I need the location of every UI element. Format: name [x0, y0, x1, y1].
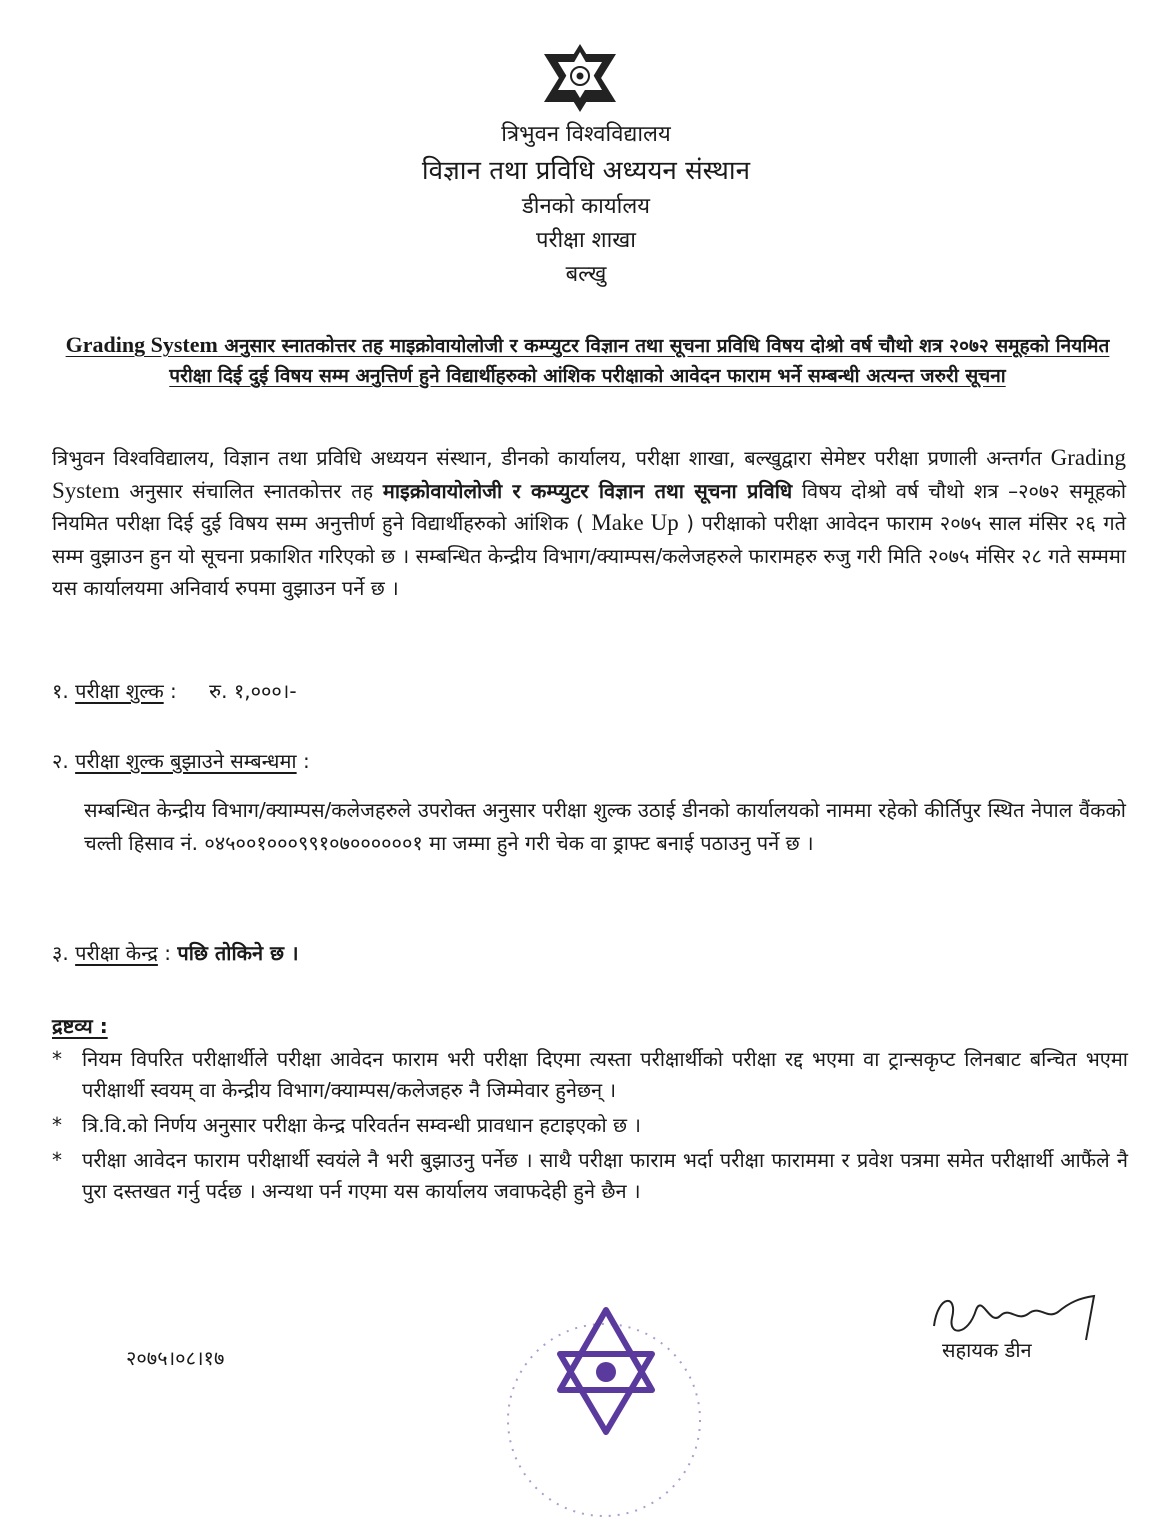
notice-title-en: Grading System	[65, 332, 218, 357]
letterhead	[0, 118, 1172, 292]
note-text: नियम विपरित परीक्षार्थीले परीक्षा आवेदन फाराम भरी परीक्षा दिएमा त्यस्ता परीक्षार्थीको परीक्षा रद्द भएमा वा ट्रान्सकृप्ट लिनबाट बन्चित भएमा परीक्षार्थी स्वयम् वा केन्द्रीय विभाग/क्याम्पस/कलेजहरु नै जिम्मेवार हुनेछन् ।	[82, 1047, 1128, 1102]
official-stamp	[486, 1292, 726, 1528]
body-text-2: अनुसार संचालित स्नातकोत्तर तह	[119, 478, 383, 503]
notice-body	[52, 442, 1126, 605]
institute-name: विज्ञान तथा प्रविधि अध्ययन संस्थान	[421, 156, 751, 186]
bullet-star-icon: *	[52, 1113, 62, 1137]
item-separator: :	[157, 941, 178, 965]
item-label: परीक्षा केन्द्र	[75, 941, 158, 965]
item-number: २.	[52, 749, 69, 773]
item-number: १.	[52, 679, 69, 703]
item-exam-fee	[52, 676, 297, 706]
item-value: पछि तोकिने छ ।	[177, 941, 299, 965]
body-grading-system: Grading System	[52, 445, 1126, 503]
location-name: बल्खु	[565, 262, 607, 287]
item-label: परीक्षा शुल्क बुझाउने सम्बन्धमा	[75, 749, 297, 773]
item-number: ३.	[52, 941, 69, 965]
item-exam-centre	[52, 938, 299, 968]
notice-title-ne: अनुसार स्नातकोत्तर तह माइक्रोवायोलोजी र कम्प्युटर विज्ञान तथा सूचना प्रविधि विषय दोश्रो वर्ष चौथो शत्र २०७२ समूहको नियमित परीक्षा दिई दुई विषय सम्म अनुत्तिर्ण हुने विद्यार्थीहरुको आंशिक परीक्षाको आवेदन फाराम भर्ने सम्बन्धी अत्यन्त जरुरी सूचना	[169, 335, 1110, 387]
body-make-up: Make Up	[591, 510, 679, 535]
note-item	[52, 1145, 1128, 1207]
notes-list	[52, 1044, 1128, 1211]
body-text-3: विषय दोश्रो वर्ष चौथो शत्र –२०७२ समूहको नियमित परीक्षा दिई दुई विषय सम्म अनुत्तीर्ण हुने विद्यार्थीहरुको आंशिक (	[52, 478, 1126, 535]
university-name: त्रिभुवन विश्वविद्यालय	[501, 122, 671, 147]
bullet-star-icon: *	[52, 1148, 62, 1172]
note-item	[52, 1044, 1128, 1106]
note-item	[52, 1110, 1128, 1141]
notice-title	[50, 330, 1125, 391]
bullet-star-icon: *	[52, 1047, 62, 1071]
section-name: परीक्षा शाखा	[535, 228, 636, 253]
tu-emblem-icon	[538, 44, 622, 114]
body-subjects: माइक्रोवायोलोजी र कम्प्युटर विज्ञान तथा सूचना प्रविधि	[382, 478, 793, 503]
body-text-1: त्रिभुवन विश्वविद्यालय, विज्ञान तथा प्रविधि अध्ययन संस्थान, डीनको कार्यालय, परीक्षा शाखा, बल्खुद्वारा सेमेष्टर परीक्षा प्रणाली अन्तर्गत	[52, 446, 1051, 470]
note-text: परीक्षा आवेदन फाराम परीक्षार्थी स्वयंले नै भरी बुझाउनु पर्नेछ । साथै परीक्षा फाराम भर्दा परीक्षा फाराममा र प्रवेश पत्रमा समेत परीक्षार्थी आफैंले नै पुरा दस्तखत गर्नु पर्दछ । अन्यथा पर्न गएमा यस कार्यालय जवाफदेही हुने छैन ।	[82, 1148, 1128, 1203]
note-text: त्रि.वि.को निर्णय अनुसार परीक्षा केन्द्र परिवर्तन सम्वन्धी प्रावधान हटाइएको छ ।	[82, 1113, 642, 1137]
fee-payment-text: सम्बन्धित केन्द्रीय विभाग/क्याम्पस/कलेजहरुले उपरोक्त अनुसार परीक्षा शुल्क उठाई डीनको कार्यालयको नाममा रहेको कीर्तिपुर स्थित नेपाल वैंकको चल्ती हिसाव नं. ०४५००१०००९९१०७००००००१ मा जम्मा हुने गरी चेक वा ड्राफ्ट बनाई पठाउनु पर्ने छ ।	[84, 798, 1126, 855]
item-separator: :	[163, 679, 177, 703]
item-separator: :	[296, 749, 310, 773]
item-value: रु. १,०००।-	[209, 679, 297, 703]
signatory-title: सहायक डीन	[942, 1338, 1032, 1362]
item-fee-payment	[52, 746, 310, 776]
notice-date: २०७५।०८।१७	[126, 1346, 225, 1370]
office-name: डीनको कार्यालय	[522, 194, 650, 219]
body-text-4: ) परीक्षाको परीक्षा आवेदन फाराम २०७५ साल मंसिर २६ गते सम्म वुझाउन हुन यो सूचना प्रकाशित गरिएको छ । सम्बन्धित केन्द्रीय विभाग/क्याम्पस/कलेजहरुले फारामहरु रुजु गरी मिति २०७५ मंसिर २८ गते सम्ममा यस कार्यालयमा अनिवार्य रुपमा वुझाउन पर्ने छ ।	[52, 511, 1126, 600]
notes-heading: द्रष्टव्य :	[52, 1014, 108, 1038]
item-label: परीक्षा शुल्क	[75, 679, 164, 703]
